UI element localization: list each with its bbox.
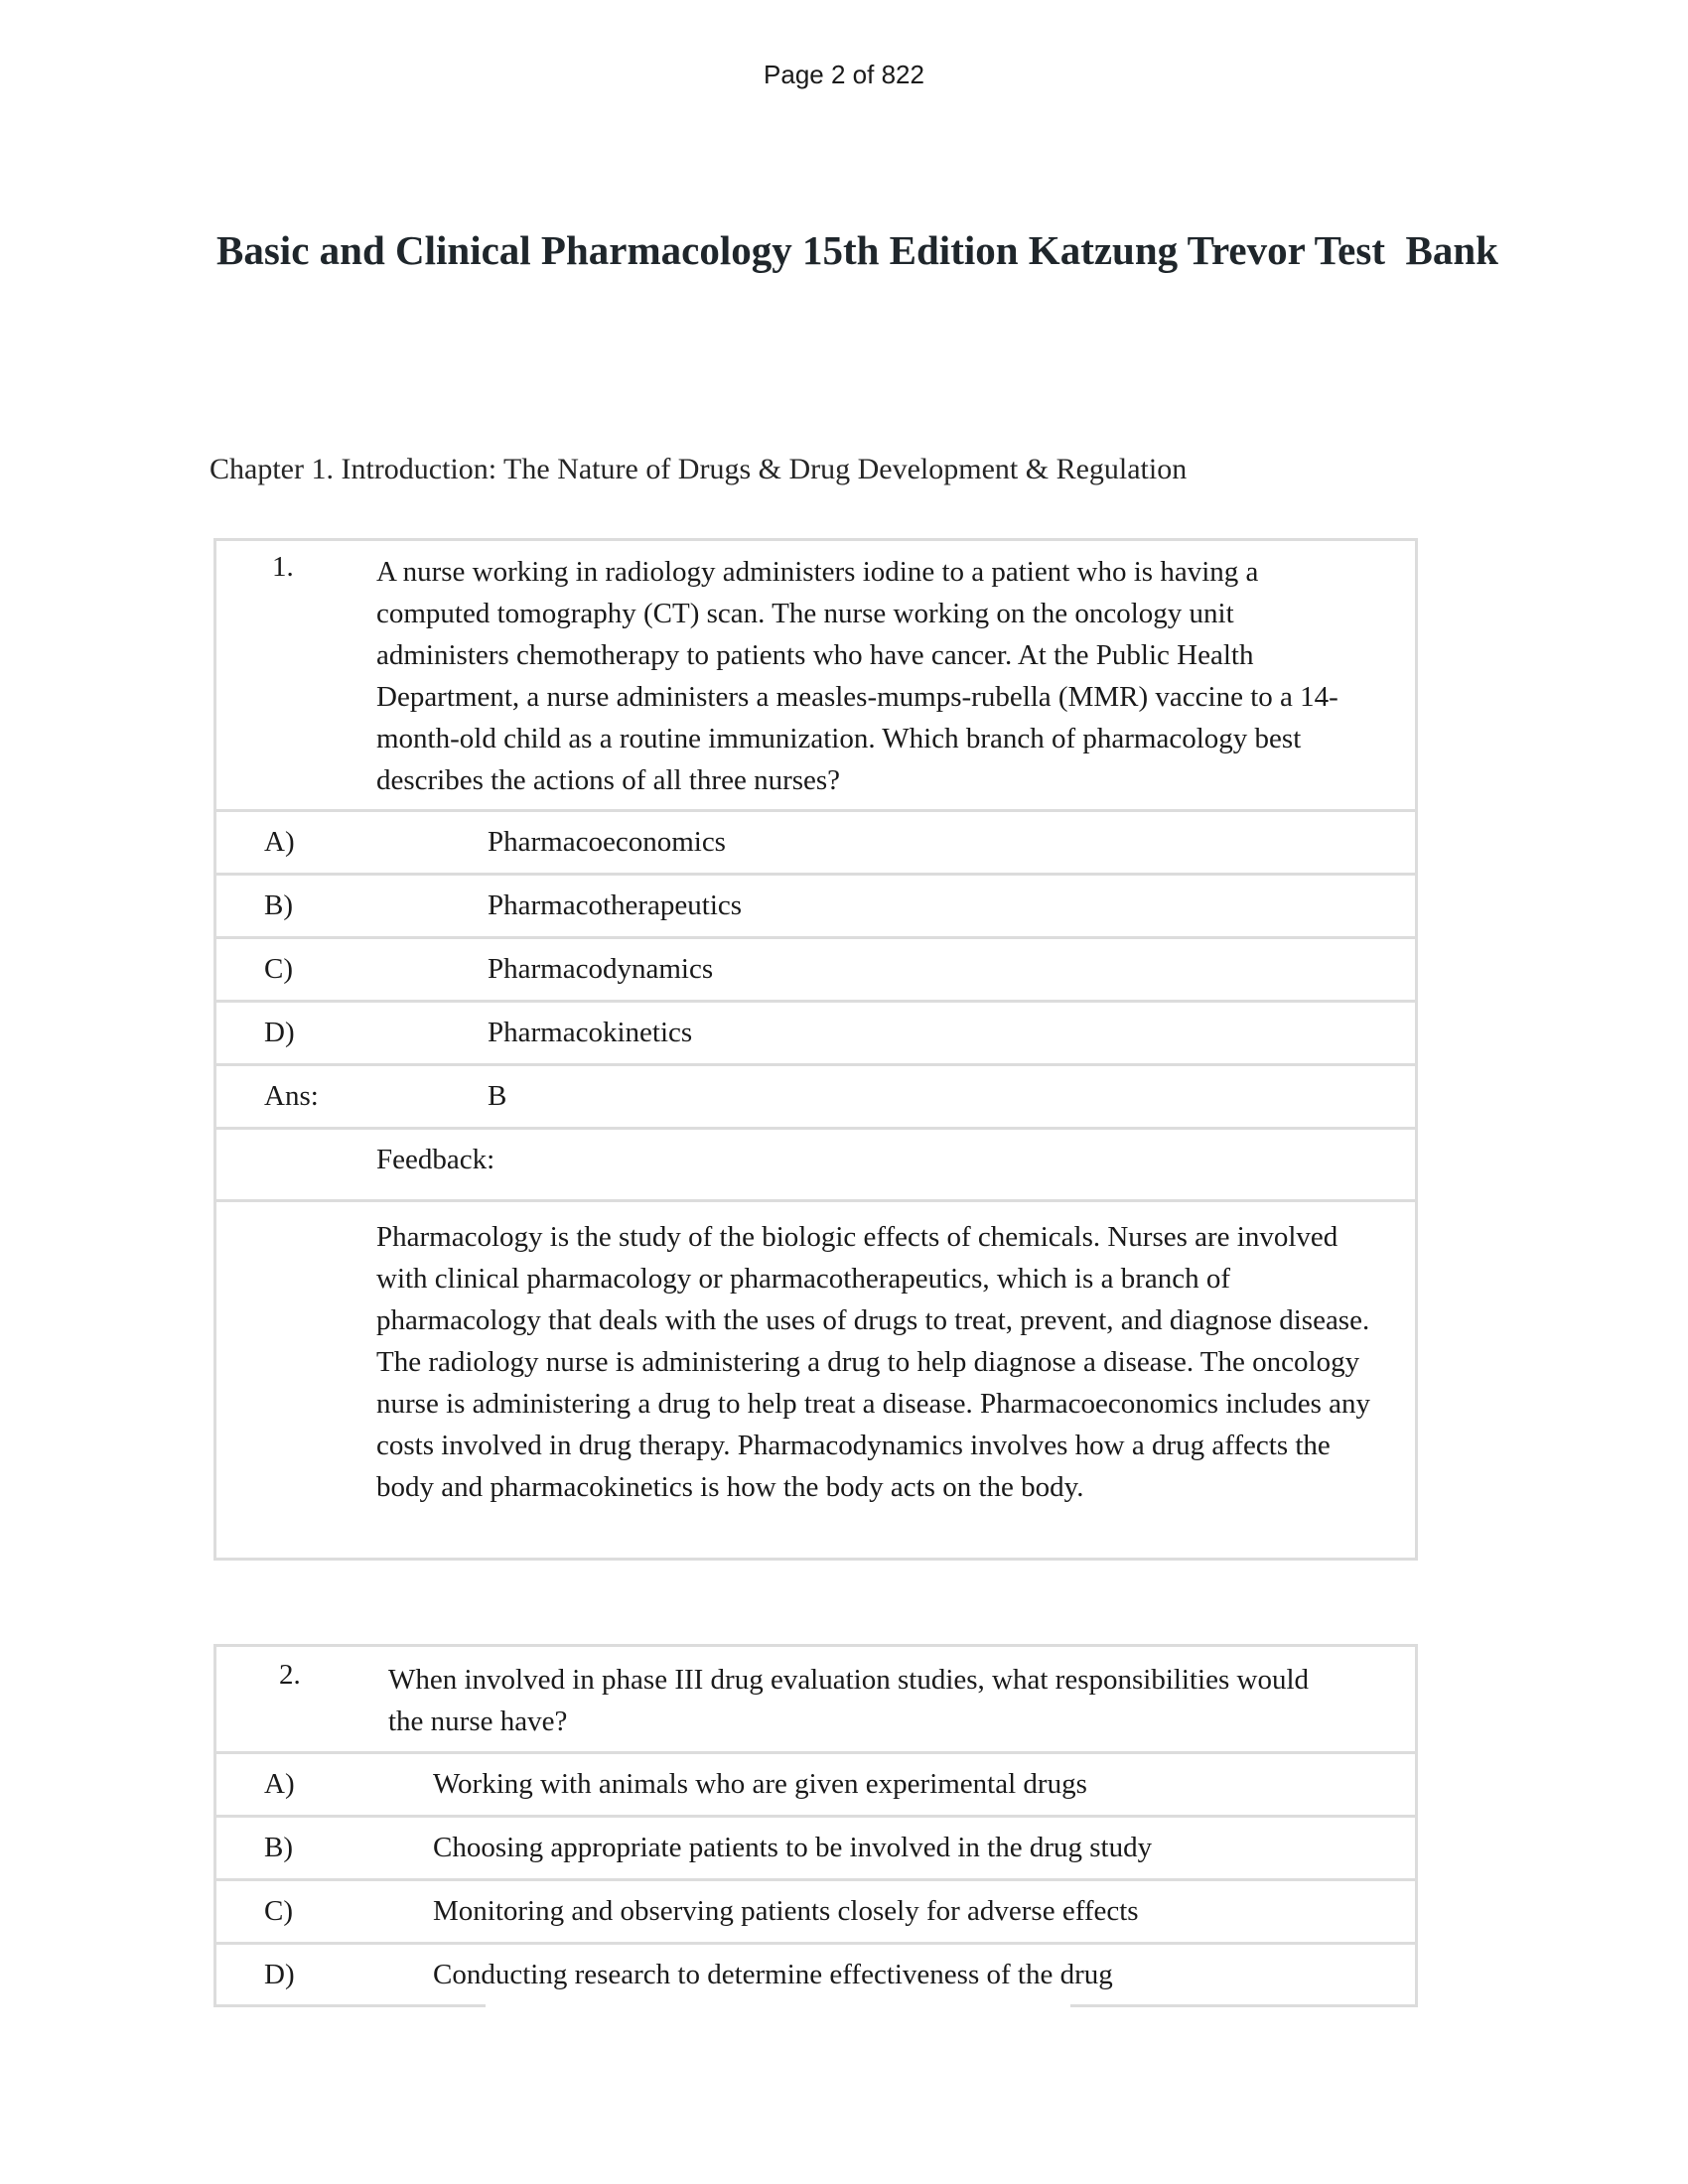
option-letter: A) [264,1768,295,1800]
answer-row [216,1066,1415,1130]
option-letter: B) [264,1832,293,1863]
question-row [216,1647,1415,1754]
option-text: Pharmacodynamics [488,953,714,985]
option-row-b [216,1818,1415,1881]
question-table-2 [213,1644,1418,2007]
table-bottom-border-left [213,2004,486,2007]
option-text: Conducting research to determine effectiveness of the drug [433,1959,1113,1990]
option-row-c [216,1881,1415,1945]
option-letter: C) [264,953,293,985]
question-row [216,541,1415,812]
page-number: Page 2 of 822 [764,60,924,89]
option-row-a [216,812,1415,876]
option-text: Pharmacotherapeutics [488,889,743,921]
option-letter: C) [264,1895,293,1927]
option-text: Pharmacoeconomics [488,826,726,858]
option-row-d [216,1003,1415,1066]
question-text: A nurse working in radiology administers iodine to a patient who is having a computed tomography (CT) scan. The nurse working on the oncology unit administers chemotherapy to patients who have cancer. At the Public Health Department, a nurse administers a measles-mumps-rubella (MMR) vaccine to a 14-month-old child as a routine immunization. Which branch of pharmacology best describes the actions of all three nurses? [376,556,1338,796]
feedback-text: Pharmacology is the study of the biologic effects of chemicals. Nurses are involved with clinical pharmacology or pharmacotherapeutics, which is a branch of pharmacology that deals with the uses of drugs to treat, prevent, and diagnose disease. The radiology nurse is administering a drug to help diagnose a disease. The oncology nurse is administering a drug to help treat a disease. Pharmacoeconomics includes any costs involved in drug therapy. Pharmacodynamics involves how a drug affects the body and pharmacokinetics is how the body acts on the body. [376,1221,1371,1503]
table-bottom-border-right [1070,2004,1418,2007]
option-row-a [216,1754,1415,1818]
feedback-header-row [216,1130,1415,1202]
option-text: Working with animals who are given experimental drugs [433,1768,1087,1800]
option-row-c [216,939,1415,1003]
option-text: Choosing appropriate patients to be involved in the drug study [433,1832,1153,1863]
option-letter: A) [264,826,295,858]
question-text: When involved in phase III drug evaluation studies, what responsibilities would the nurse have? [388,1664,1310,1737]
option-letter: D) [264,1017,295,1048]
option-text: Monitoring and observing patients closely for adverse effects [433,1895,1139,1927]
answer-value: B [488,1080,507,1112]
option-row-b [216,876,1415,939]
option-letter: D) [264,1959,295,1990]
answer-label: Ans: [264,1080,319,1112]
feedback-row [216,1202,1415,1560]
option-row-d [216,1945,1415,2010]
option-text: Pharmacokinetics [488,1017,693,1048]
option-letter: B) [264,889,293,921]
question-table-1 [213,538,1418,1561]
feedback-label: Feedback: [376,1144,495,1175]
chapter-heading: Chapter 1. Introduction: The Nature of Drugs & Drug Development & Regulation [210,453,1188,485]
question-number: 1. [272,551,294,583]
question-number: 2. [279,1659,301,1691]
document-title: Basic and Clinical Pharmacology 15th Edition Katzung Trevor Test Bank [216,227,1498,273]
